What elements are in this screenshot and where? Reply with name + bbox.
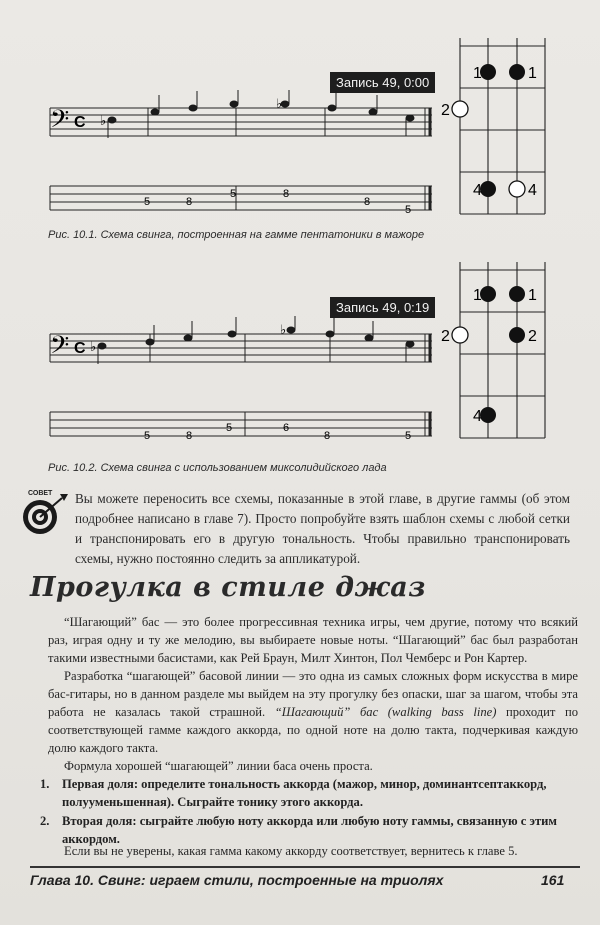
flat-accidental: ♭ xyxy=(276,96,283,111)
finger-label: 1 xyxy=(473,65,482,82)
music-notation-2 xyxy=(40,316,440,451)
note-text: Если вы не уверены, какая гамма какому аккорду соответствует, вернитесь к главе 5. xyxy=(64,844,518,858)
tab-number: 8 xyxy=(186,196,193,208)
paragraph-2-a: Разработка “шагающей” басовой линии — это одна из самых сложных форм искусства в мире бас-гитары, но в данном разделе мы выйдем на эту прогулку без опаски, шаг за шагом, чтобы эта работа не казалась такой страшной. xyxy=(48,669,578,719)
tab-number: 5 xyxy=(144,430,151,442)
finger-label: 2 xyxy=(528,328,537,345)
tab-number: 8 xyxy=(364,196,371,208)
figure-caption-2: Рис. 10.2. Схема свинга с использованием миксолидийского лада xyxy=(48,462,387,474)
footer-rule xyxy=(30,866,580,868)
flat-accidental: ♭ xyxy=(100,113,107,128)
flat-accidental: ♭ xyxy=(280,322,287,337)
tab-number: 5 xyxy=(405,204,412,216)
list-text: Вторая доля: сыграйте любую ноту аккорда или любую ноту гаммы, связанную с этим аккордом. xyxy=(62,814,557,846)
walking-bass-term: “Шагающий” бас (walking bass line) xyxy=(274,705,497,719)
finger-label: 4 xyxy=(528,182,537,199)
paragraph-1: “Шагающий” бас — это более прогрессивная техника игры, чем другие, потому что всякий раз, играя одну и ту же мелодию, вы выбираете новые ноты. “Шагающий” бас был разработан такими известными басистами, как Рей Браун, Милт Хинтон, Пол Чемберс и Рон Картер. xyxy=(48,615,578,665)
tab-lines-1 xyxy=(50,186,432,210)
figure-caption-1: Рис. 10.1. Схема свинга, построенная на гамме пентатоники в мажоре xyxy=(48,229,425,241)
tip-text: Вы можете переносить все схемы, показанные в этой главе, в другие гаммы (об этом подробнее написано в главе 7). Просто попробуйте взять шаблон схемы с любой сетки и транспонировать его в другую тональность. Чтобы правильно транспонировать схемы, нужно постоянно следить за аппликатурой. xyxy=(75,491,570,566)
tab-number: 8 xyxy=(324,430,331,442)
list-number: 2. xyxy=(40,814,50,828)
notes-1 xyxy=(108,90,414,138)
section-heading: Прогулка в стиле джаз xyxy=(30,572,427,603)
fret-diagram-2 xyxy=(440,262,560,444)
finger-label: 2 xyxy=(441,102,450,119)
time-signature: C xyxy=(74,340,86,357)
finger-label: 1 xyxy=(528,65,537,82)
finger-label: 4 xyxy=(473,182,482,199)
tab-number: 5 xyxy=(226,422,233,434)
tip-label: СОВЕТ xyxy=(28,490,53,497)
audio-track-badge-1: Запись 49, 0:00 xyxy=(330,72,435,93)
tab-number: 8 xyxy=(283,188,290,200)
target-icon xyxy=(18,486,70,538)
flat-accidental: ♭ xyxy=(90,339,97,354)
audio-track-badge-2: Запись 49, 0:19 xyxy=(330,297,435,318)
tab-number: 5 xyxy=(405,430,412,442)
tab-number: 6 xyxy=(283,422,290,434)
finger-label: 1 xyxy=(473,287,482,304)
finger-label: 4 xyxy=(473,408,482,425)
page-number: 161 xyxy=(541,872,565,888)
paragraph-3: Формула хорошей “шагающей” линии баса очень проста. xyxy=(64,759,373,773)
footer-chapter-title: Глава 10. Свинг: играем стили, построенные на триолях xyxy=(30,872,444,888)
fret-diagram-1 xyxy=(440,38,560,220)
time-signature: C xyxy=(74,114,86,131)
bass-clef: 𝄢 xyxy=(50,332,70,365)
list-number: 1. xyxy=(40,777,50,791)
tab-number: 5 xyxy=(144,196,151,208)
list-text: Первая доля: определите тональность аккорда (мажор, минор, доминантсептаккорд, полууменьшенная). Сыграйте тонику этого аккорда. xyxy=(62,777,547,809)
finger-label: 1 xyxy=(528,287,537,304)
finger-label: 2 xyxy=(441,328,450,345)
bass-clef: 𝄢 xyxy=(50,106,70,139)
music-notation-1 xyxy=(40,90,440,220)
tab-number: 5 xyxy=(230,188,237,200)
paragraph-2 xyxy=(48,667,578,757)
paragraph-2-b: проходит по соответствующей гамме каждого аккорда, по одной ноте на долю такта, подчеркивая каждую долю каждого такта. xyxy=(48,705,579,755)
tab-number: 8 xyxy=(186,430,193,442)
